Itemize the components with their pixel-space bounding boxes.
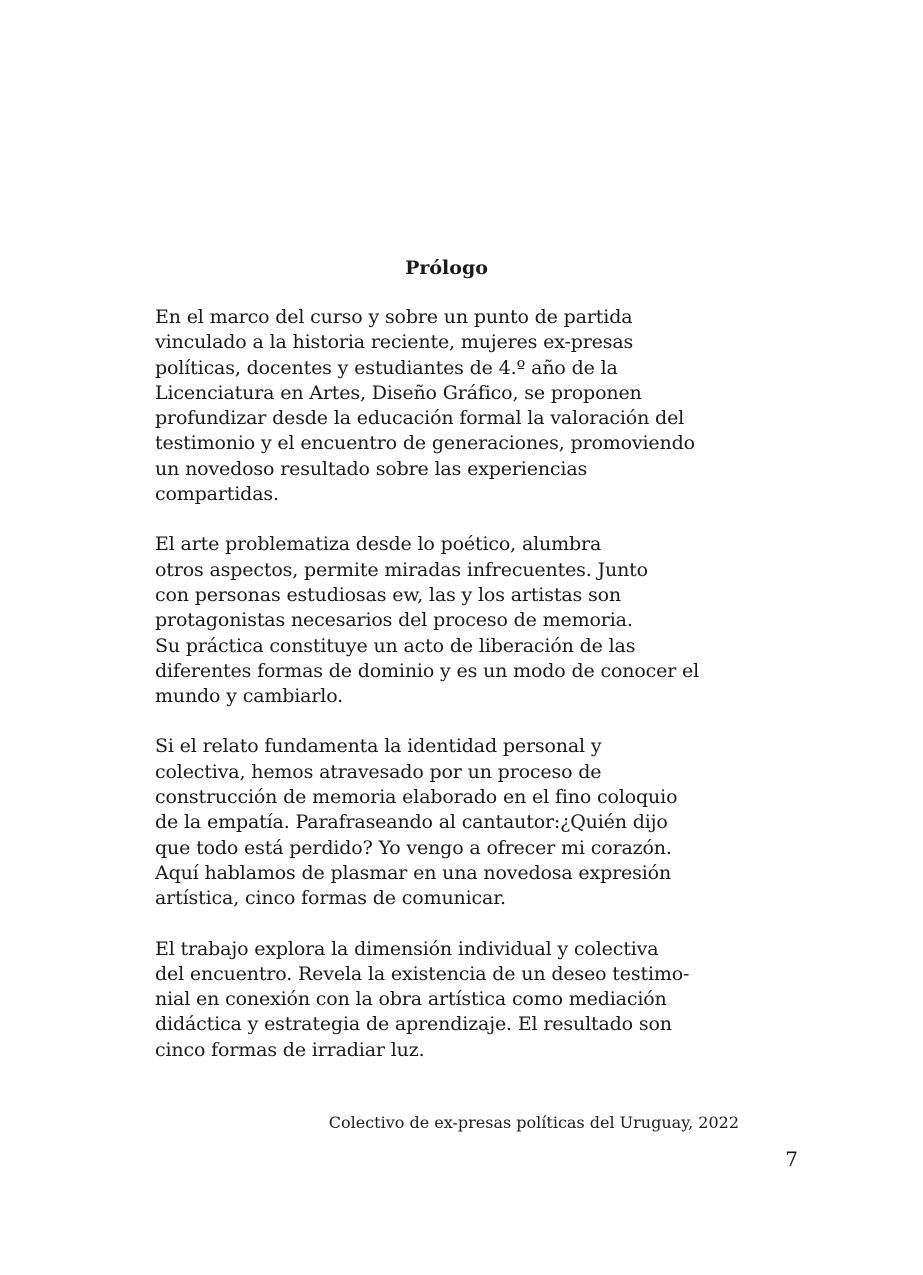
- text-line: El arte problematiza desde lo poético, alumbra: [155, 533, 602, 556]
- text-line: otros aspectos, permite miradas infrecuentes. Junto: [155, 558, 648, 581]
- text-line: Su práctica constituye un acto de liberación de las: [155, 634, 636, 657]
- text-line: con personas estudiosas ew, las y los artistas son: [155, 583, 621, 606]
- paragraph-2: [155, 532, 755, 709]
- paragraph-3: [155, 734, 755, 911]
- text-line: de la empatía. Parafraseando al cantautor:¿Quién dijo: [155, 811, 668, 834]
- text-line: artística, cinco formas de comunicar.: [155, 887, 506, 910]
- text-line: Aquí hablamos de plasmar en una novedosa expresión: [155, 861, 672, 884]
- text-line: que todo está perdido? Yo vengo a ofrecer mi corazón.: [155, 836, 672, 859]
- paragraph-1: [155, 305, 755, 507]
- text-line: didáctica y estrategia de aprendizaje. El resultado son: [155, 1013, 672, 1036]
- text-line: En el marco del curso y sobre un punto de partida: [155, 306, 633, 328]
- text-line: compartidas.: [155, 483, 279, 506]
- text-line: protagonistas necesarios del proceso de memoria.: [155, 609, 633, 632]
- text-line: testimonio y el encuentro de generaciones, promoviendo: [155, 432, 695, 455]
- text-line: del encuentro. Revela la existencia de un deseo testimo-: [155, 962, 690, 985]
- text-line: mundo y cambiarlo.: [155, 685, 344, 708]
- text-line: Si el relato fundamenta la identidad personal y: [155, 735, 602, 758]
- text-line: Licenciatura en Artes, Diseño Gráfico, se proponen: [155, 381, 642, 404]
- text-line: nial en conexión con la obra artística como mediación: [155, 988, 667, 1011]
- text-line: El trabajo explora la dimensión individual y colectiva: [155, 937, 659, 960]
- text-line: un novedoso resultado sobre las experiencias: [155, 457, 588, 480]
- text-line: diferentes formas de dominio y es un modo de conocer el: [155, 659, 700, 682]
- text-line: construcción de memoria elaborado en el fino coloquio: [155, 786, 678, 809]
- text-line: vinculado a la historia reciente, mujeres ex-presas: [155, 331, 634, 354]
- signature: Colectivo de ex-presas políticas del Uruguay, 2022: [328, 1113, 739, 1132]
- page-title: Prólogo: [405, 257, 488, 279]
- page-number: 7: [785, 1147, 798, 1171]
- text-line: colectiva, hemos atravesado por un proceso de: [155, 760, 602, 783]
- text-line: cinco formas de irradiar luz.: [155, 1038, 425, 1061]
- text-line: políticas, docentes y estudiantes de 4.º año de la: [155, 356, 618, 379]
- text-line: profundizar desde la educación formal la valoración del: [155, 407, 685, 430]
- prologue-body: [155, 305, 755, 1088]
- paragraph-4: [155, 937, 755, 1063]
